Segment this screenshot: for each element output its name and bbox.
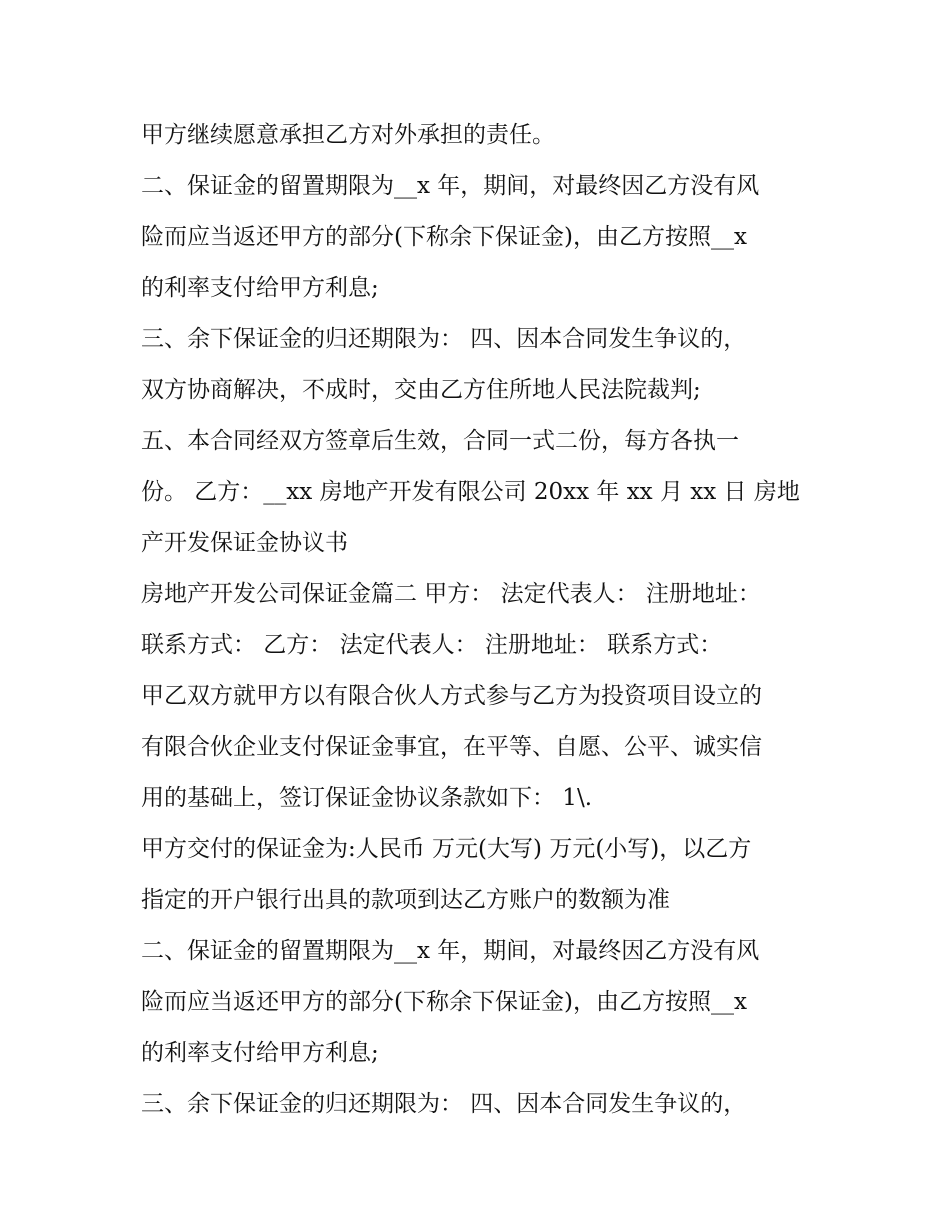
text-line: 三、余下保证金的归还期限为： 四、因本合同发生争议的， <box>141 326 747 352</box>
text-line: 份。 乙方：__xx 房地产开发有限公司 20xx 年 xx 月 xx 日 房地 <box>141 479 800 505</box>
text-line: 险而应当返还甲方的部分(下称余下保证金)，由乙方按照__x <box>141 989 747 1015</box>
text-line: 的利率支付给甲方利息; <box>141 1040 379 1066</box>
text-line: 指定的开户银行出具的款项到达乙方账户的数额为准 <box>141 887 670 913</box>
text-line: 甲方继续愿意承担乙方对外承担的责任。 <box>141 122 555 148</box>
text-line: 二、保证金的留置期限为__x 年，期间，对最终因乙方没有风 <box>141 173 760 199</box>
text-line: 房地产开发公司保证金篇二 甲方： 法定代表人： 注册地址： <box>141 581 761 607</box>
text-line: 五、本合同经双方签章后生效，合同一式二份，每方各执一 <box>141 428 739 454</box>
text-line: 三、余下保证金的归还期限为： 四、因本合同发生争议的， <box>141 1091 747 1117</box>
text-line: 二、保证金的留置期限为__x 年，期间，对最终因乙方没有风 <box>141 938 760 964</box>
text-line: 甲方交付的保证金为:人民币 万元(大写) 万元(小写)，以乙方 <box>141 836 752 862</box>
text-line: 甲乙双方就甲方以有限合伙人方式参与乙方为投资项目设立的 <box>141 683 762 709</box>
document-body <box>141 110 821 1130</box>
text-line: 联系方式： 乙方： 法定代表人： 注册地址： 联系方式： <box>141 632 723 658</box>
text-line: 险而应当返还甲方的部分(下称余下保证金)，由乙方按照__x <box>141 224 747 250</box>
text-line: 产开发保证金协议书 <box>141 530 348 556</box>
text-line: 双方协商解决，不成时，交由乙方住所地人民法院裁判; <box>141 377 701 403</box>
text-line: 用的基础上，签订保证金协议条款如下： 1\. <box>141 785 593 811</box>
text-line: 的利率支付给甲方利息; <box>141 275 379 301</box>
text-line: 有限合伙企业支付保证金事宜，在平等、自愿、公平、诚实信 <box>141 734 762 760</box>
